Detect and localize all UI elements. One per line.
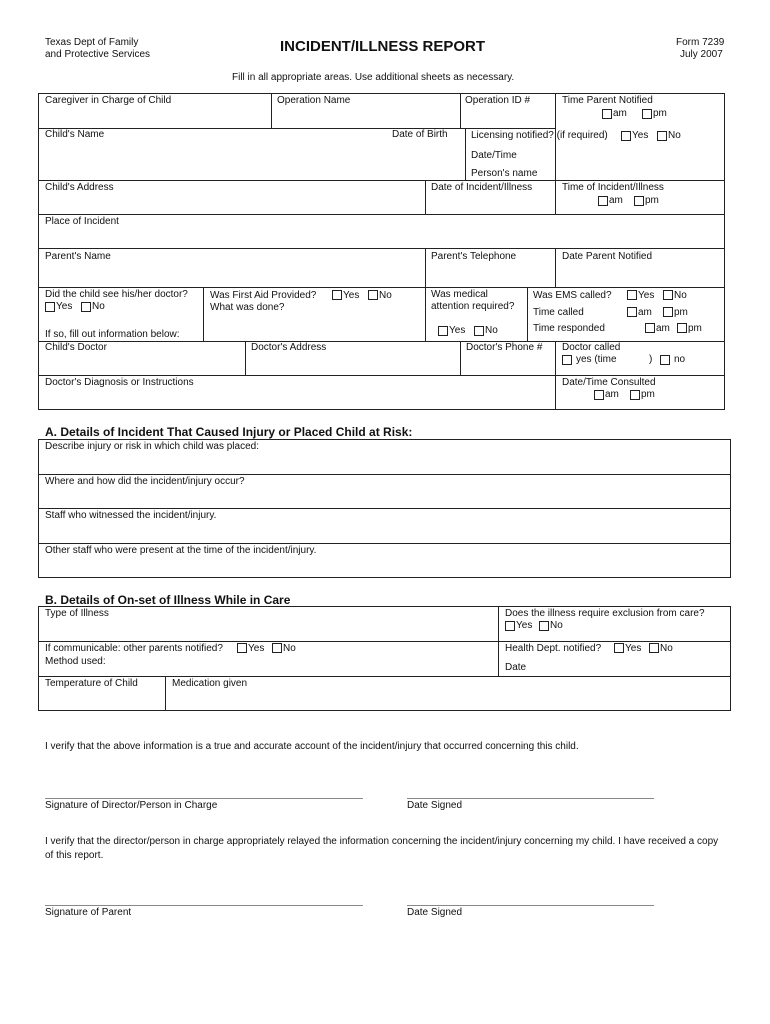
diagnosis-label: Doctor's Diagnosis or Instructions: [45, 377, 194, 388]
describe-injury-field[interactable]: [39, 454, 729, 473]
time-responded-pm-checkbox[interactable]: [677, 323, 687, 333]
parents-name-label: Parent's Name: [45, 251, 111, 262]
am-label: am: [656, 323, 670, 334]
licensing-date-time-field[interactable]: [520, 148, 720, 162]
pm-label: pm: [653, 108, 667, 119]
doctors-address-label: Doctor's Address: [251, 342, 327, 353]
date-time-consulted-label: Date/Time Consulted: [562, 377, 656, 388]
operation-id-label: Operation ID #: [465, 95, 531, 106]
first-aid-label: Was First Aid Provided?: [210, 290, 317, 301]
communicable-no-checkbox[interactable]: [272, 643, 282, 653]
time-of-incident-label: Time of Incident/Illness: [562, 182, 664, 193]
no-label: No: [283, 643, 296, 654]
parents-telephone-label: Parent's Telephone: [431, 251, 517, 262]
temperature-label: Temperature of Child: [45, 678, 138, 689]
doctor-called-yes-time-label: yes (time: [576, 354, 617, 365]
method-used-label: Method used:: [45, 656, 106, 667]
medical-attention-label-1: Was medical: [431, 289, 488, 300]
method-used-field[interactable]: [110, 655, 490, 673]
agency-name-line1: Texas Dept of Family: [45, 37, 139, 48]
director-signature-label: Signature of Director/Person in Charge: [45, 800, 218, 811]
time-parent-notified-am-checkbox[interactable]: [602, 109, 612, 119]
form-number: Form 7239: [676, 37, 725, 48]
form-title: INCIDENT/ILLNESS REPORT: [280, 38, 486, 55]
licensing-notified-label: Licensing notified? (if required): [471, 130, 608, 141]
exclusion-label: Does the illness require exclusion from care?: [505, 608, 705, 619]
pm-label: pm: [641, 389, 655, 400]
no-label: No: [668, 130, 681, 141]
licensing-yes-checkbox[interactable]: [621, 131, 631, 141]
time-parent-notified-label: Time Parent Notified: [562, 95, 653, 106]
consulted-am-checkbox[interactable]: [594, 390, 604, 400]
what-was-done-field[interactable]: [206, 314, 422, 339]
health-dept-date-field[interactable]: [530, 660, 725, 674]
consulted-pm-checkbox[interactable]: [630, 390, 640, 400]
first-aid-yes-checkbox[interactable]: [332, 290, 342, 300]
childs-doctor-field[interactable]: [39, 355, 244, 374]
date-parent-notified-field[interactable]: [556, 264, 723, 286]
diagnosis-field[interactable]: [39, 390, 554, 409]
other-staff-field[interactable]: [39, 558, 729, 577]
doctor-called-no-checkbox[interactable]: [660, 355, 670, 365]
see-doctor-no-checkbox[interactable]: [81, 302, 91, 312]
date-of-birth-label: Date of Birth: [392, 129, 448, 140]
medical-attention-label-2: attention required?: [431, 301, 515, 312]
fill-out-info-label: If so, fill out information below:: [45, 329, 180, 340]
childs-address-field[interactable]: [39, 194, 424, 213]
operation-name-field[interactable]: [272, 107, 459, 127]
medical-attention-no-checkbox[interactable]: [474, 326, 484, 336]
health-dept-label: Health Dept. notified?: [505, 643, 602, 654]
parent-date-signed-line[interactable]: [407, 905, 654, 906]
temperature-field[interactable]: [39, 691, 164, 710]
staff-witnessed-field[interactable]: [39, 523, 729, 542]
am-label: am: [638, 307, 652, 318]
time-responded-label: Time responded: [533, 323, 605, 334]
section-a-heading: A. Details of Incident That Caused Injury or Placed Child at Risk:: [45, 425, 413, 439]
communicable-label: If communicable: other parents notified?: [45, 643, 223, 654]
doctors-phone-field[interactable]: [461, 355, 554, 374]
no-label: No: [379, 290, 392, 301]
communicable-yes-checkbox[interactable]: [237, 643, 247, 653]
medication-label: Medication given: [172, 678, 248, 689]
date-of-birth-field[interactable]: [388, 142, 464, 179]
yes-label: Yes: [625, 643, 642, 654]
yes-label: Yes: [632, 130, 649, 141]
licensing-persons-name-field[interactable]: [540, 166, 720, 179]
form-date: July 2007: [680, 49, 723, 60]
doctors-phone-label: Doctor's Phone #: [466, 342, 543, 353]
childs-address-label: Child's Address: [45, 182, 114, 193]
time-responded-am-checkbox[interactable]: [645, 323, 655, 333]
health-dept-yes-checkbox[interactable]: [614, 643, 624, 653]
incident-time-am-checkbox[interactable]: [598, 196, 608, 206]
where-how-label: Where and how did the incident/injury occur?: [45, 476, 245, 487]
date-of-incident-label: Date of Incident/Illness: [431, 182, 533, 193]
caregiver-field[interactable]: [39, 107, 270, 127]
parent-verification-statement: I verify that the director/person in charge appropriately relayed the information concerning the incident/injury concerning my child. I have received a copy of this report.: [45, 836, 719, 861]
place-of-incident-label: Place of Incident: [45, 216, 119, 227]
am-label: am: [613, 108, 627, 119]
describe-injury-label: Describe injury or risk in which child was placed:: [45, 441, 259, 452]
caregiver-label: Caregiver in Charge of Child: [45, 95, 172, 106]
am-label: am: [605, 389, 619, 400]
doctor-called-label: Doctor called: [562, 342, 621, 353]
yes-label: Yes: [56, 301, 73, 312]
childs-name-field[interactable]: [39, 142, 384, 179]
yes-label: Yes: [638, 290, 655, 301]
type-of-illness-label: Type of Illness: [45, 608, 109, 619]
exclusion-yes-checkbox[interactable]: [505, 621, 515, 631]
no-label: No: [550, 620, 563, 631]
date-parent-notified-label: Date Parent Notified: [562, 251, 653, 262]
pm-label: pm: [688, 323, 702, 334]
director-date-signed-label: Date Signed: [407, 800, 463, 811]
exclusion-no-checkbox[interactable]: [539, 621, 549, 631]
operation-id-field[interactable]: [461, 107, 554, 127]
ems-called-label: Was EMS called?: [533, 290, 612, 301]
director-signature-line[interactable]: [45, 798, 363, 799]
parents-name-field[interactable]: [39, 264, 424, 286]
yes-label: Yes: [449, 325, 466, 336]
no-label: No: [485, 325, 498, 336]
doctors-address-field[interactable]: [246, 355, 459, 374]
section-b-heading: B. Details of On-set of Illness While in Care: [45, 593, 291, 607]
time-parent-notified-pm-checkbox[interactable]: [642, 109, 652, 119]
type-of-illness-field[interactable]: [39, 621, 497, 640]
no-label: No: [660, 643, 673, 654]
parents-telephone-field[interactable]: [426, 264, 554, 286]
parent-signature-line[interactable]: [45, 905, 363, 906]
no-label: No: [92, 301, 105, 312]
time-called-label: Time called: [533, 307, 584, 318]
childs-name-label: Child's Name: [45, 129, 105, 140]
licensing-no-checkbox[interactable]: [657, 131, 667, 141]
medication-field[interactable]: [166, 691, 729, 710]
licensing-persons-name-label: Person's name: [471, 168, 538, 179]
ems-no-checkbox[interactable]: [663, 290, 673, 300]
health-dept-date-label: Date: [505, 662, 527, 673]
pm-label: pm: [645, 195, 659, 206]
parent-signature-label: Signature of Parent: [45, 907, 132, 918]
close-paren: ): [649, 354, 653, 365]
see-doctor-yes-checkbox[interactable]: [45, 302, 55, 312]
doctor-called-yes-checkbox[interactable]: [562, 355, 572, 365]
health-dept-no-checkbox[interactable]: [649, 643, 659, 653]
yes-label: Yes: [343, 290, 360, 301]
no-label: No: [674, 290, 687, 301]
where-how-field[interactable]: [39, 489, 729, 507]
form-instructions: Fill in all appropriate areas. Use additional sheets as necessary.: [232, 72, 515, 83]
other-staff-label: Other staff who were present at the time of the incident/injury.: [45, 545, 317, 556]
doctor-called-no-label: no: [674, 354, 686, 365]
time-called-am-checkbox[interactable]: [627, 307, 637, 317]
am-label: am: [609, 195, 623, 206]
agency-name-line2: and Protective Services: [45, 49, 151, 60]
see-doctor-label: Did the child see his/her doctor?: [45, 289, 188, 300]
ems-yes-checkbox[interactable]: [627, 290, 637, 300]
date-of-incident-field[interactable]: [426, 194, 554, 213]
parent-date-signed-label: Date Signed: [407, 907, 463, 918]
staff-witnessed-label: Staff who witnessed the incident/injury.: [45, 510, 217, 521]
incident-time-pm-checkbox[interactable]: [634, 196, 644, 206]
yes-label: Yes: [248, 643, 265, 654]
what-was-done-label: What was done?: [210, 302, 285, 313]
director-date-signed-line[interactable]: [407, 798, 654, 799]
first-aid-no-checkbox[interactable]: [368, 290, 378, 300]
yes-label: Yes: [516, 620, 533, 631]
place-of-incident-field[interactable]: [39, 229, 723, 247]
operation-name-label: Operation Name: [277, 95, 351, 106]
director-verification-statement: I verify that the above information is a true and accurate account of the incident/injury that occurred concerning this child.: [45, 741, 579, 752]
licensing-date-time-label: Date/Time: [471, 150, 517, 161]
pm-label: pm: [674, 307, 688, 318]
childs-doctor-label: Child's Doctor: [45, 342, 107, 353]
medical-attention-yes-checkbox[interactable]: [438, 326, 448, 336]
time-called-pm-checkbox[interactable]: [663, 307, 673, 317]
